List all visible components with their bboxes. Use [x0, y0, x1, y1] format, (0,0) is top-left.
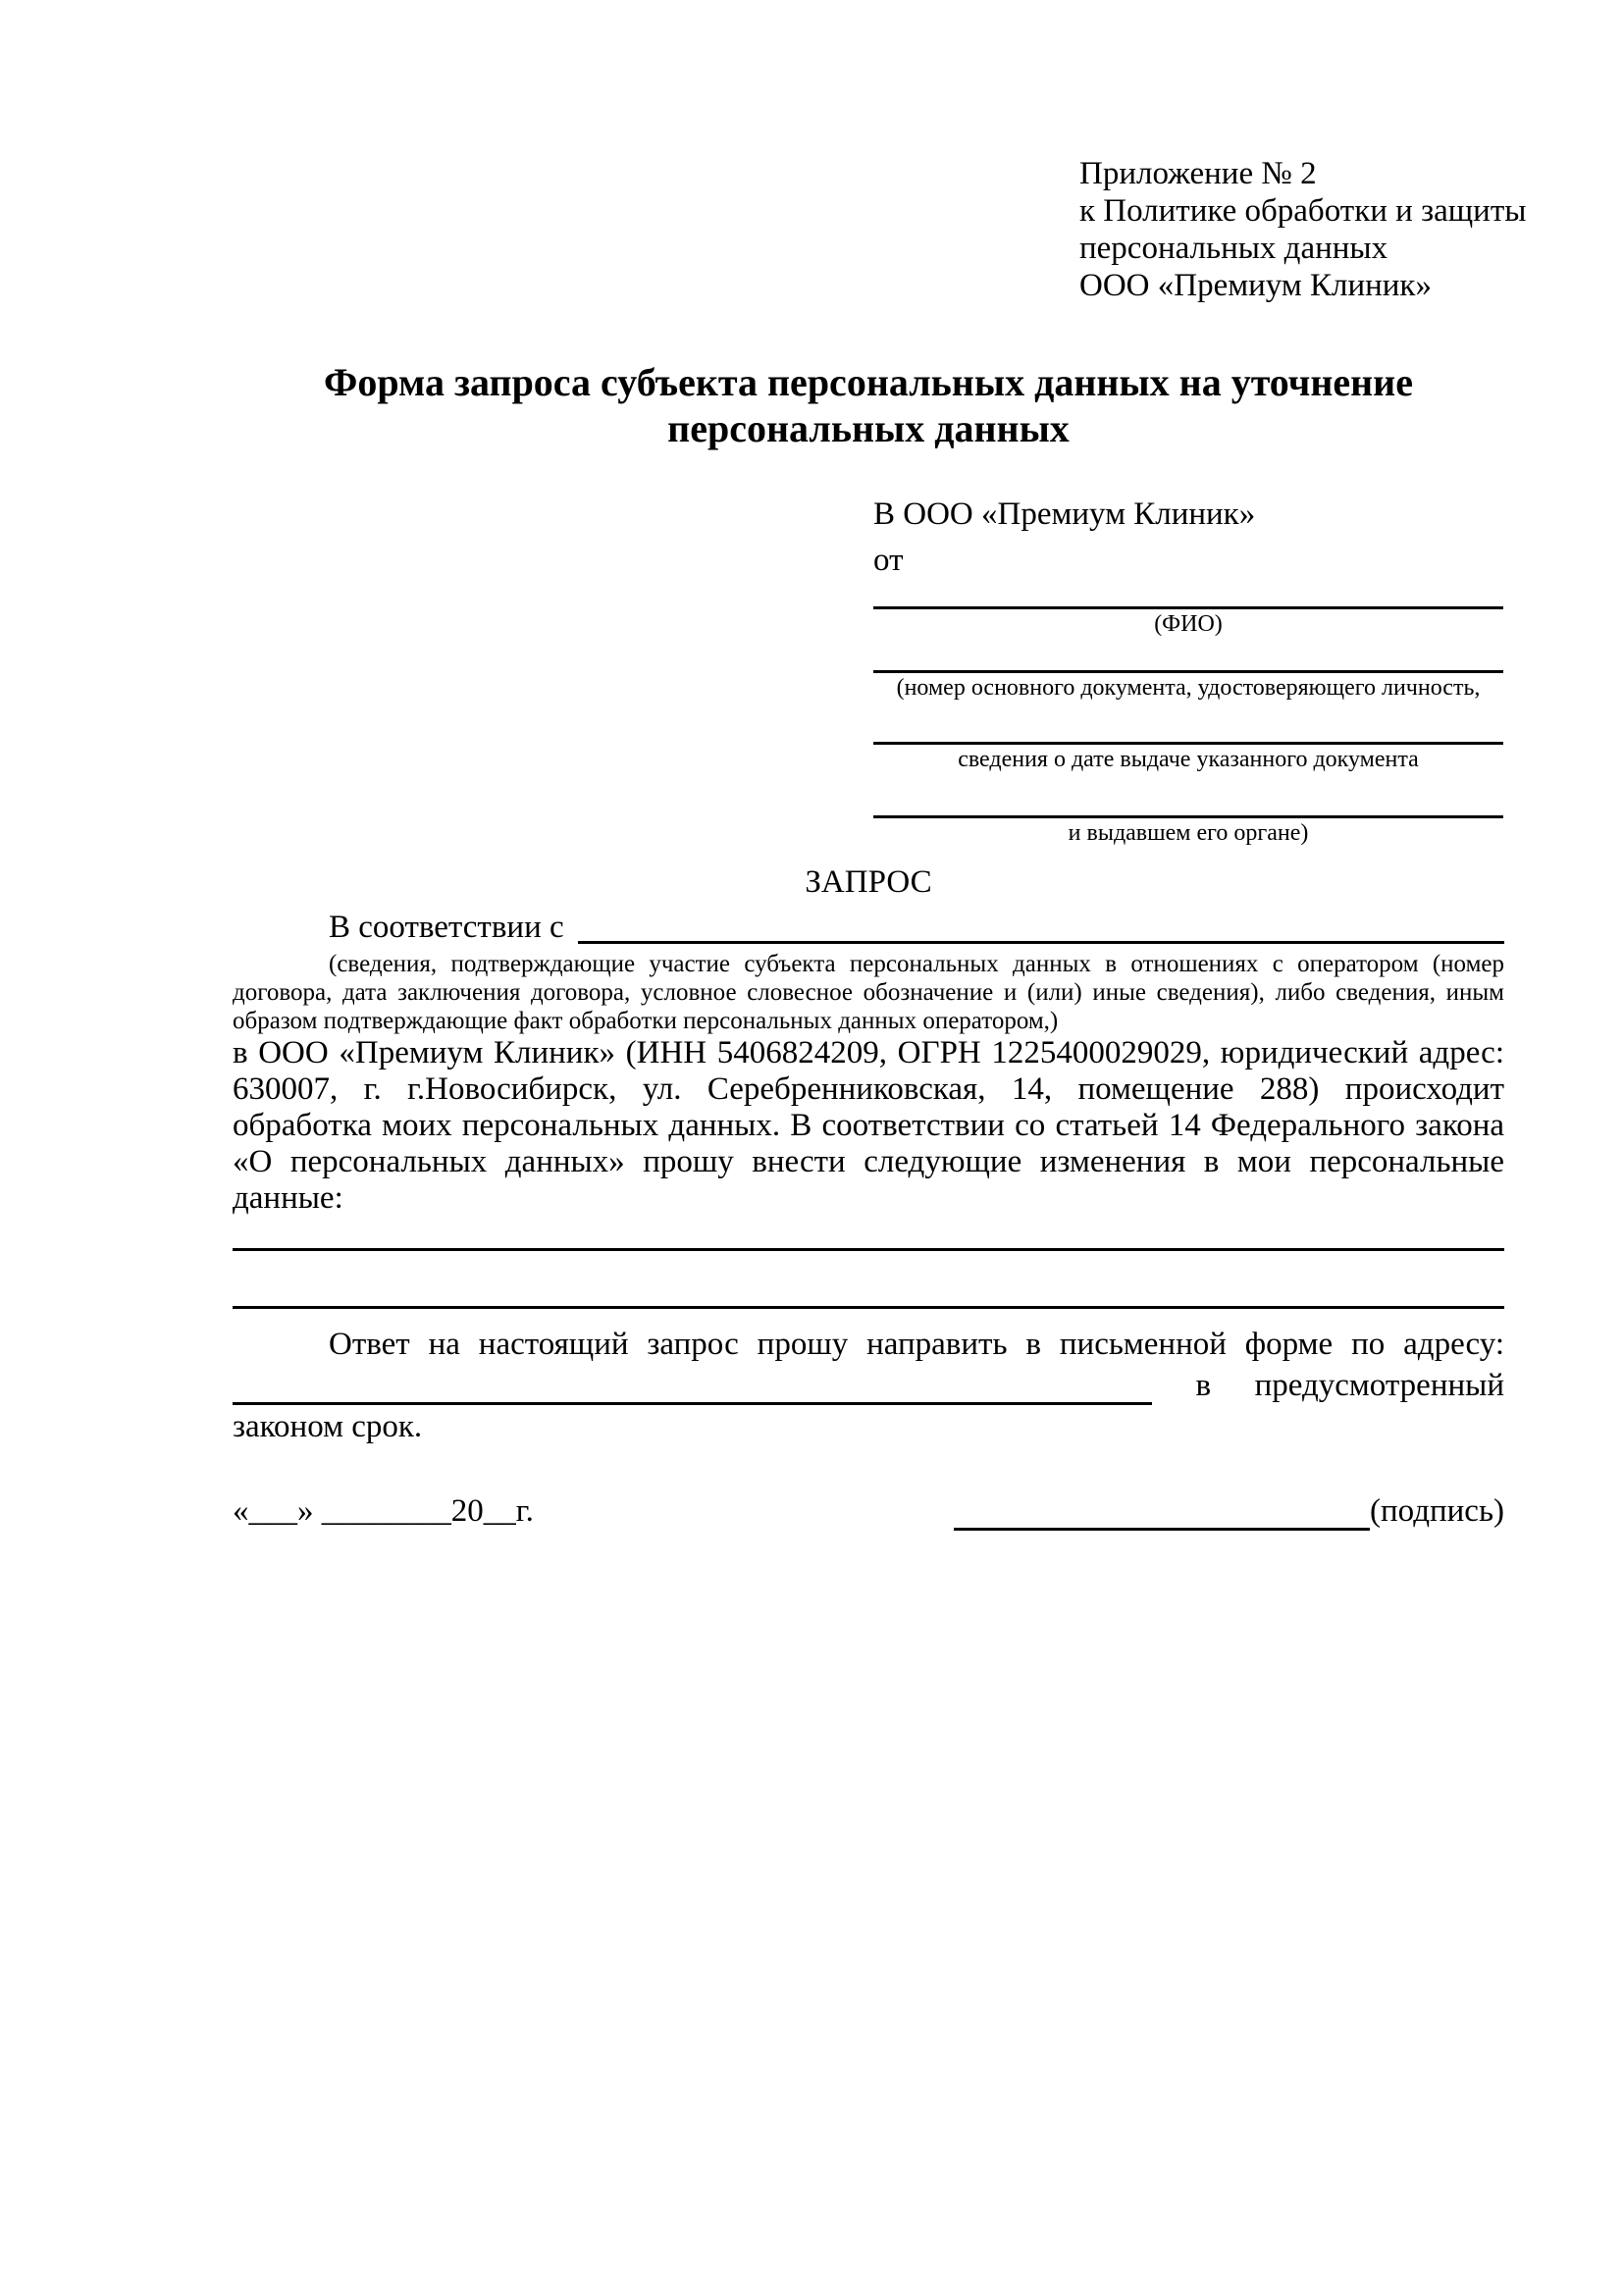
reply-word-in: в: [1195, 1368, 1212, 1403]
changes-fill-line-2: [233, 1251, 1504, 1309]
form-title: Форма запроса субъекта персональных данных на уточнение персональных данных: [324, 360, 1413, 450]
signature-block: [954, 1491, 1504, 1531]
doc-number-caption: (номер основного документа, удостоверяющего личность,: [896, 675, 1481, 701]
fio-caption: (ФИО): [1154, 611, 1223, 637]
request-body: в ООО «Премиум Клиник» (ИНН 5406824209, ОГРН 1225400029029, юридический адрес: 630007, г. г.Новосибирск, ул. Серебренниковская, 14, помещение 288) происходит обработка моих персональных данных. В соответствии со статьей 14 Федерального закона «О персональных данных» прошу внести следующие изменения в мои персональные данные:: [233, 1035, 1504, 1216]
addressee-to: В ООО «Премиум Клиник»: [873, 496, 1256, 532]
address-fill-line: [233, 1367, 1152, 1405]
doc-number-fill-line: [873, 647, 1503, 673]
annex-line: Приложение № 2: [1079, 156, 1317, 191]
addressee-from-label: от: [873, 543, 904, 578]
reply-paragraph: [233, 1325, 1504, 1448]
issuing-authority-fill-line: [873, 788, 1503, 818]
issuing-authority-field: [873, 788, 1503, 848]
accordance-row: [233, 905, 1504, 950]
accordance-lead: В соответствии с: [329, 910, 564, 945]
accordance-fill-line: [578, 905, 1504, 944]
fio-fill-line: [873, 583, 1503, 609]
annex-line: персональных данных: [1079, 231, 1388, 266]
annex-line: к Политике обработки и защиты: [1079, 193, 1527, 229]
doc-number-field: [873, 647, 1503, 703]
reply-closing: законом срок.: [233, 1409, 423, 1444]
reply-word-stipulated: предусмотренный: [1254, 1368, 1504, 1403]
signature-fill-line: [954, 1494, 1370, 1531]
reply-line-1: Ответ на настоящий запрос прошу направить в письменной форме по адресу:: [329, 1327, 1504, 1362]
accordance-fineprint: (сведения, подтверждающие участие субъекта персональных данных в отношениях с оператором (номер договора, дата заключения договора, условное словесное обозначение и (или) иные сведения), либо сведения, иным образом подтверждающие факт обработки персональных данных оператором,): [233, 951, 1504, 1034]
addressee-block: [873, 491, 1503, 848]
issuing-authority-caption: и выдавшем его органе): [1068, 820, 1309, 846]
issue-date-fill-line: [873, 714, 1503, 745]
annex-line: ООО «Премиум Клиник»: [1079, 268, 1432, 303]
footer-row: [233, 1491, 1504, 1531]
signature-caption: (подпись): [1370, 1493, 1504, 1529]
annex-note: [1079, 155, 1527, 304]
issue-date-field: [873, 714, 1503, 774]
request-heading: ЗАПРОС: [805, 864, 932, 900]
reply-line-2: [233, 1364, 1504, 1405]
changes-fill-line-1: [233, 1217, 1504, 1251]
issue-date-caption: сведения о дате выдаче указанного документа: [958, 747, 1419, 772]
fio-field: [873, 583, 1503, 639]
date-blank-field: «___» ________20__г.: [233, 1493, 534, 1529]
